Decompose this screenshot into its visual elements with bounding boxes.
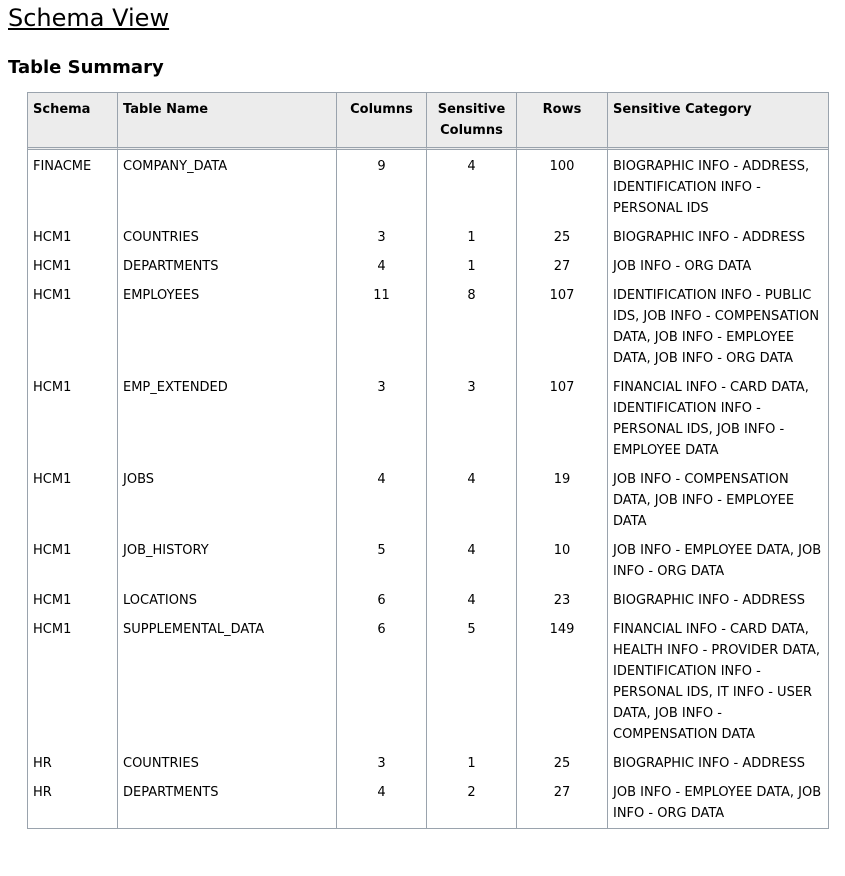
cell-table-name: JOBS: [118, 465, 337, 536]
cell-sensitive-category: FINANCIAL INFO - CARD DATA, IDENTIFICATION INFO - PERSONAL IDS, JOB INFO - EMPLOYEE DATA: [613, 380, 809, 458]
cell-rows: 19: [517, 465, 608, 536]
header-sensitive-columns: Sensitive Columns: [427, 93, 517, 150]
cell-columns: 4: [337, 252, 427, 281]
cell-sensitive-category: BIOGRAPHIC INFO - ADDRESS: [613, 593, 806, 608]
cell-rows: 149: [517, 615, 608, 749]
header-schema: Schema: [28, 93, 118, 150]
cell-sensitive-columns: 5: [427, 615, 517, 749]
cell-schema: HCM1: [28, 223, 118, 252]
cell-sensitive-category: FINANCIAL INFO - CARD DATA, HEALTH INFO - PROVIDER DATA, IDENTIFICATION INFO - PERSONAL IDS, IT INFO - USER DATA, JOB INFO - COMPENSATION DATA: [613, 622, 821, 742]
cell-sensitive-columns: 4: [427, 465, 517, 536]
header-columns: Columns: [337, 93, 427, 150]
cell-sensitive-category: IDENTIFICATION INFO - PUBLIC IDS, JOB INFO - COMPENSATION DATA, JOB INFO - EMPLOYEE DATA, JOB INFO - ORG DATA: [613, 288, 820, 366]
cell-rows: 23: [517, 586, 608, 615]
cell-schema: HR: [28, 778, 118, 828]
cell-sensitive-columns: 1: [427, 749, 517, 778]
cell-columns: 9: [337, 150, 427, 223]
cell-columns: 4: [337, 778, 427, 828]
cell-columns: 3: [337, 223, 427, 252]
cell-sensitive-columns: 1: [427, 223, 517, 252]
cell-schema: HCM1: [28, 465, 118, 536]
cell-columns: 5: [337, 536, 427, 586]
cell-table-name: DEPARTMENTS: [118, 778, 337, 828]
table-row: [28, 586, 828, 615]
cell-table-name: DEPARTMENTS: [118, 252, 337, 281]
cell-rows: 27: [517, 252, 608, 281]
cell-columns: 3: [337, 749, 427, 778]
cell-schema: FINACME: [28, 150, 118, 223]
cell-columns: 3: [337, 373, 427, 465]
cell-sensitive-category: JOB INFO - EMPLOYEE DATA, JOB INFO - ORG DATA: [613, 543, 822, 579]
table-row: [28, 615, 828, 749]
table-row: [28, 150, 828, 223]
cell-columns: 11: [337, 281, 427, 373]
cell-columns: 4: [337, 465, 427, 536]
cell-sensitive-category: JOB INFO - COMPENSATION DATA, JOB INFO - EMPLOYEE DATA: [613, 472, 795, 529]
cell-sensitive-category: BIOGRAPHIC INFO - ADDRESS, IDENTIFICATION INFO - PERSONAL IDS: [613, 159, 810, 216]
cell-rows: 27: [517, 778, 608, 828]
cell-sensitive-columns: 3: [427, 373, 517, 465]
cell-sensitive-category: JOB INFO - EMPLOYEE DATA, JOB INFO - ORG DATA: [613, 785, 822, 821]
cell-schema: HCM1: [28, 373, 118, 465]
cell-sensitive-columns: 2: [427, 778, 517, 828]
cell-sensitive-category: BIOGRAPHIC INFO - ADDRESS: [613, 756, 806, 771]
cell-table-name: COUNTRIES: [118, 749, 337, 778]
table-container: [27, 92, 827, 829]
cell-sensitive-category: JOB INFO - ORG DATA: [613, 259, 752, 274]
header-sensitive-category: Sensitive Category: [608, 93, 828, 150]
table-body: [28, 150, 828, 828]
cell-rows: 107: [517, 281, 608, 373]
table-header: [28, 93, 828, 150]
cell-sensitive-columns: 1: [427, 252, 517, 281]
section-title: Table Summary: [8, 57, 164, 78]
table-summary: [27, 92, 829, 829]
cell-table-name: COMPANY_DATA: [118, 150, 337, 223]
table-row: [28, 223, 828, 252]
table-row: [28, 536, 828, 586]
cell-schema: HR: [28, 749, 118, 778]
cell-table-name: EMP_EXTENDED: [118, 373, 337, 465]
cell-sensitive-columns: 8: [427, 281, 517, 373]
cell-table-name: EMPLOYEES: [118, 281, 337, 373]
table-row: [28, 778, 828, 828]
header-rows: Rows: [517, 93, 608, 150]
table-row: [28, 373, 828, 465]
cell-table-name: JOB_HISTORY: [118, 536, 337, 586]
cell-columns: 6: [337, 586, 427, 615]
cell-rows: 107: [517, 373, 608, 465]
table-row: [28, 465, 828, 536]
cell-rows: 25: [517, 223, 608, 252]
cell-columns: 6: [337, 615, 427, 749]
cell-sensitive-columns: 4: [427, 150, 517, 223]
cell-sensitive-category: BIOGRAPHIC INFO - ADDRESS: [613, 230, 806, 245]
page-title: Schema View: [8, 4, 170, 32]
cell-schema: HCM1: [28, 615, 118, 749]
cell-table-name: COUNTRIES: [118, 223, 337, 252]
cell-rows: 100: [517, 150, 608, 223]
cell-sensitive-columns: 4: [427, 536, 517, 586]
page: [0, 2, 845, 829]
cell-table-name: SUPPLEMENTAL_DATA: [118, 615, 337, 749]
cell-schema: HCM1: [28, 252, 118, 281]
cell-rows: 25: [517, 749, 608, 778]
cell-table-name: LOCATIONS: [118, 586, 337, 615]
cell-schema: HCM1: [28, 586, 118, 615]
table-row: [28, 252, 828, 281]
header-table-name: Table Name: [118, 93, 337, 150]
cell-sensitive-columns: 4: [427, 586, 517, 615]
table-row: [28, 749, 828, 778]
table-header-row: [28, 93, 828, 150]
table-row: [28, 281, 828, 373]
cell-schema: HCM1: [28, 281, 118, 373]
cell-rows: 10: [517, 536, 608, 586]
cell-schema: HCM1: [28, 536, 118, 586]
